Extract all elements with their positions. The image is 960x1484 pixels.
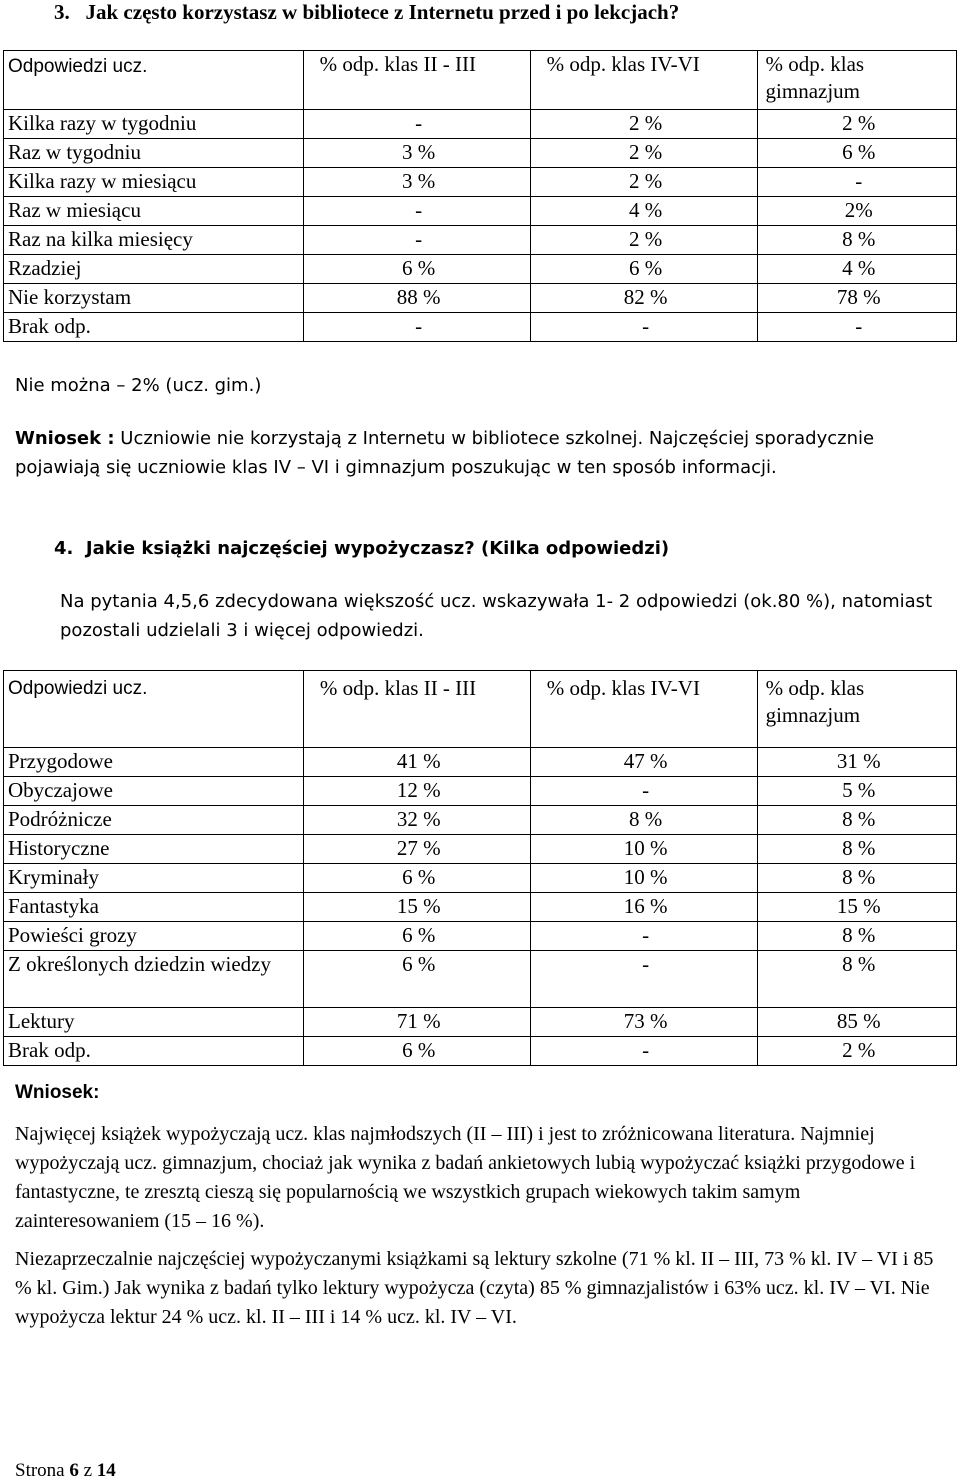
cell: Obyczajowe [4,777,304,806]
cell: 10 % [530,835,757,864]
cell: 5 % [757,777,956,806]
cell: 2 % [757,110,956,139]
question-3-heading [54,0,679,25]
cell: 8 % [530,806,757,835]
cell: 2% [757,197,956,226]
cell: 6 % [757,139,956,168]
cell: Lektury [4,1008,304,1037]
cell: 2 % [530,139,757,168]
cell: 3 % [303,139,530,168]
cell: Z określonych dziedzin wiedzy [4,951,304,1008]
cell: - [530,951,757,1008]
cell: Historyczne [4,835,304,864]
question-4-heading [54,534,669,563]
cell: 6 % [530,255,757,284]
cell: - [530,1037,757,1066]
cell: 82 % [530,284,757,313]
table-row [4,1037,957,1066]
cell: 47 % [530,748,757,777]
table-header-row [4,671,957,748]
cell: Kryminały [4,864,304,893]
cell: 71 % [303,1008,530,1037]
question-title: Jak często korzystasz w bibliotece z Internetu przed i po lekcjach? [85,0,680,24]
conclusion-2-label: Wniosek: [15,1082,100,1103]
cell: Raz na kilka miesięcy [4,226,304,255]
cell: 15 % [303,893,530,922]
cell: Powieści grozy [4,922,304,951]
cell: Raz w miesiącu [4,197,304,226]
cell: - [303,313,530,342]
header-cell: % odp. klas IV-VI [530,51,757,110]
cell: 27 % [303,835,530,864]
cell: 41 % [303,748,530,777]
table-row [4,313,957,342]
table-row [4,806,957,835]
cell: 3 % [303,168,530,197]
conclusion-text: Uczniowie nie korzystają z Internetu w bibliotece szkolnej. Najczęściej sporadycznie pojawiają się uczniowie klas IV – VI i gimnazjum poszukując w ten sposób informacji. [15,428,875,478]
question-4-note: Na pytania 4,5,6 zdecydowana większość ucz. wskazywała 1- 2 odpowiedzi (ok.80 %), natomiast pozostali udzielali 3 i więcej odpowiedzi. [60,591,933,641]
table-row [4,893,957,922]
cell: 15 % [757,893,956,922]
table-row [4,1008,957,1037]
header-cell: Odpowiedzi ucz. [4,671,304,748]
table-row [4,951,957,1008]
cell: Podróżnicze [4,806,304,835]
question-number: 3. [54,0,70,24]
cell: 8 % [757,806,956,835]
cell: 78 % [757,284,956,313]
cell: 2 % [530,110,757,139]
cell: - [757,168,956,197]
table-row [4,777,957,806]
cell: 6 % [303,1037,530,1066]
cell: Rzadziej [4,255,304,284]
cell: Kilka razy w tygodniu [4,110,304,139]
footer-sep: z [78,1460,97,1481]
table-row [4,922,957,951]
cell: 6 % [303,951,530,1008]
conclusion-label: Wniosek : [15,428,115,449]
cell: - [303,226,530,255]
table-row [4,226,957,255]
total-pages: 14 [96,1460,116,1481]
header-cell: % odp. klas IV-VI [530,671,757,748]
cell: Raz w tygodniu [4,139,304,168]
cell: 73 % [530,1008,757,1037]
cell: 4 % [757,255,956,284]
cell: 8 % [757,226,956,255]
cell: Nie korzystam [4,284,304,313]
cell: - [757,313,956,342]
conclusion-1 [15,424,945,482]
cell: 12 % [303,777,530,806]
cell: 8 % [757,835,956,864]
conclusion-2-paragraph-2: Niezaprzeczalnie najczęściej wypożyczanymi książkami są lektury szkolne (71 % kl. II – III, 73 % kl. IV – VI i 85 % kl. Gim.) Jak wynika z badań tylko lektury wypożycza (czyta) 85 % gimnazjalistów i 63% ucz. kl. IV – VI. Nie wypożycza lektur 24 % ucz. kl. II – III i 14 % ucz. kl. IV – VI. [15,1248,934,1328]
cell: 88 % [303,284,530,313]
cell: 16 % [530,893,757,922]
table-row [4,255,957,284]
table-row [4,139,957,168]
table-row [4,835,957,864]
cell: 6 % [303,864,530,893]
header-cell: % odp. klas II - III [303,671,530,748]
header-cell: Odpowiedzi ucz. [4,51,304,110]
cell: - [303,197,530,226]
cell: 85 % [757,1008,956,1037]
header-cell: % odp. klas gimnazjum [757,671,956,748]
cell: 8 % [757,951,956,1008]
table-row [4,748,957,777]
cell: Przygodowe [4,748,304,777]
cell: 31 % [757,748,956,777]
table-library-internet-usage [3,50,957,342]
header-cell: % odp. klas II - III [303,51,530,110]
cell: 6 % [303,922,530,951]
cell: 2 % [530,226,757,255]
table-header-row [4,51,957,110]
cell: 4 % [530,197,757,226]
cell: - [303,110,530,139]
footer-prefix: Strona [15,1460,70,1481]
cell: Brak odp. [4,313,304,342]
cell: 8 % [757,864,956,893]
table-row [4,168,957,197]
cell: 32 % [303,806,530,835]
cell: - [530,922,757,951]
cell: 2 % [530,168,757,197]
cell: 6 % [303,255,530,284]
table-row [4,284,957,313]
cell: 10 % [530,864,757,893]
header-cell: % odp. klas gimnazjum [757,51,956,110]
cell: - [530,777,757,806]
table-row [4,110,957,139]
question-number: 4. [54,538,74,559]
conclusion-2-paragraph-1: Najwięcej książek wypożyczają ucz. klas najmłodszych (II – III) i jest to zróżnicowana literatura. Najmniej wypożyczają ucz. gimnazjum, chociaż jak wynika z badań ankietowych lubią wypożyczać książki przygodowe i fantastyczne, te zresztą cieszą się popularnością we wszystkich grupach wiekowych takim samym zainteresowaniem (15 – 16 %). [15,1123,916,1232]
note-not-allowed: Nie można – 2% (ucz. gim.) [15,375,262,396]
cell: Brak odp. [4,1037,304,1066]
table-borrowed-books [3,670,957,1066]
cell: - [530,313,757,342]
cell: Kilka razy w miesiącu [4,168,304,197]
question-title: Jakie książki najczęściej wypożyczasz? (Kilka odpowiedzi) [85,538,670,559]
page-footer [15,1460,116,1482]
table-row [4,197,957,226]
cell: 8 % [757,922,956,951]
cell: Fantastyka [4,893,304,922]
table-row [4,864,957,893]
current-page: 6 [69,1460,79,1481]
cell: 2 % [757,1037,956,1066]
